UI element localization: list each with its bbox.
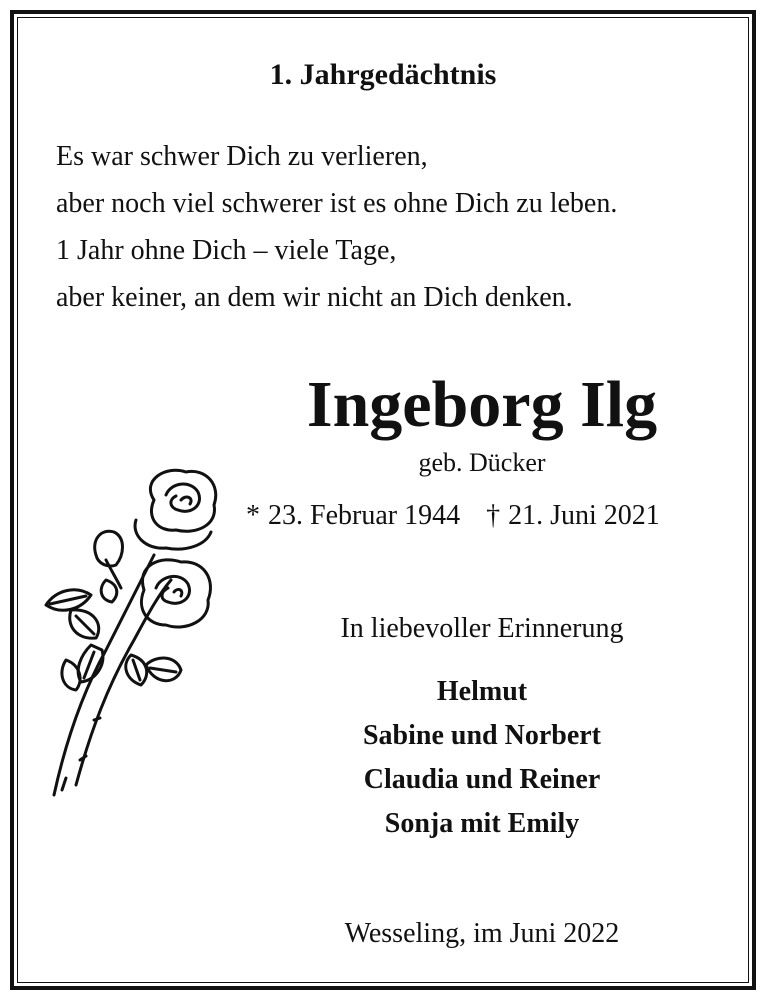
deceased-name: Ingeborg Ilg <box>306 368 658 441</box>
verse-line: aber keiner, an dem wir nicht an Dich denken. <box>56 282 573 313</box>
mourner-name: Sonja mit Emily <box>384 808 580 839</box>
mourner-name: Claudia und Reiner <box>363 764 601 795</box>
death-symbol: † <box>486 500 501 531</box>
notice-heading: 1. Jahrgedächtnis <box>269 58 497 91</box>
death-date: 21. Juni 2021 <box>508 500 660 531</box>
life-dates <box>246 498 660 534</box>
verse-line: aber noch viel schwerer ist es ohne Dich zu leben. <box>56 188 618 219</box>
place-and-date: Wesseling, im Juni 2022 <box>344 918 620 949</box>
verse-line: 1 Jahr ohne Dich – viele Tage, <box>56 235 397 266</box>
birth-date: 23. Februar 1944 <box>268 500 461 531</box>
mourner-name: Helmut <box>436 676 528 707</box>
mourner-name: Sabine und Norbert <box>362 720 602 751</box>
verse-line: Es war schwer Dich zu verlieren, <box>56 141 428 172</box>
memorial-verse <box>56 133 617 321</box>
mourners-list <box>232 670 732 846</box>
roses-illustration-icon <box>36 460 226 805</box>
birth-symbol: * <box>246 500 260 531</box>
memory-line: In liebevoller Erinnerung <box>340 613 624 644</box>
maiden-name: geb. Dücker <box>418 448 546 477</box>
